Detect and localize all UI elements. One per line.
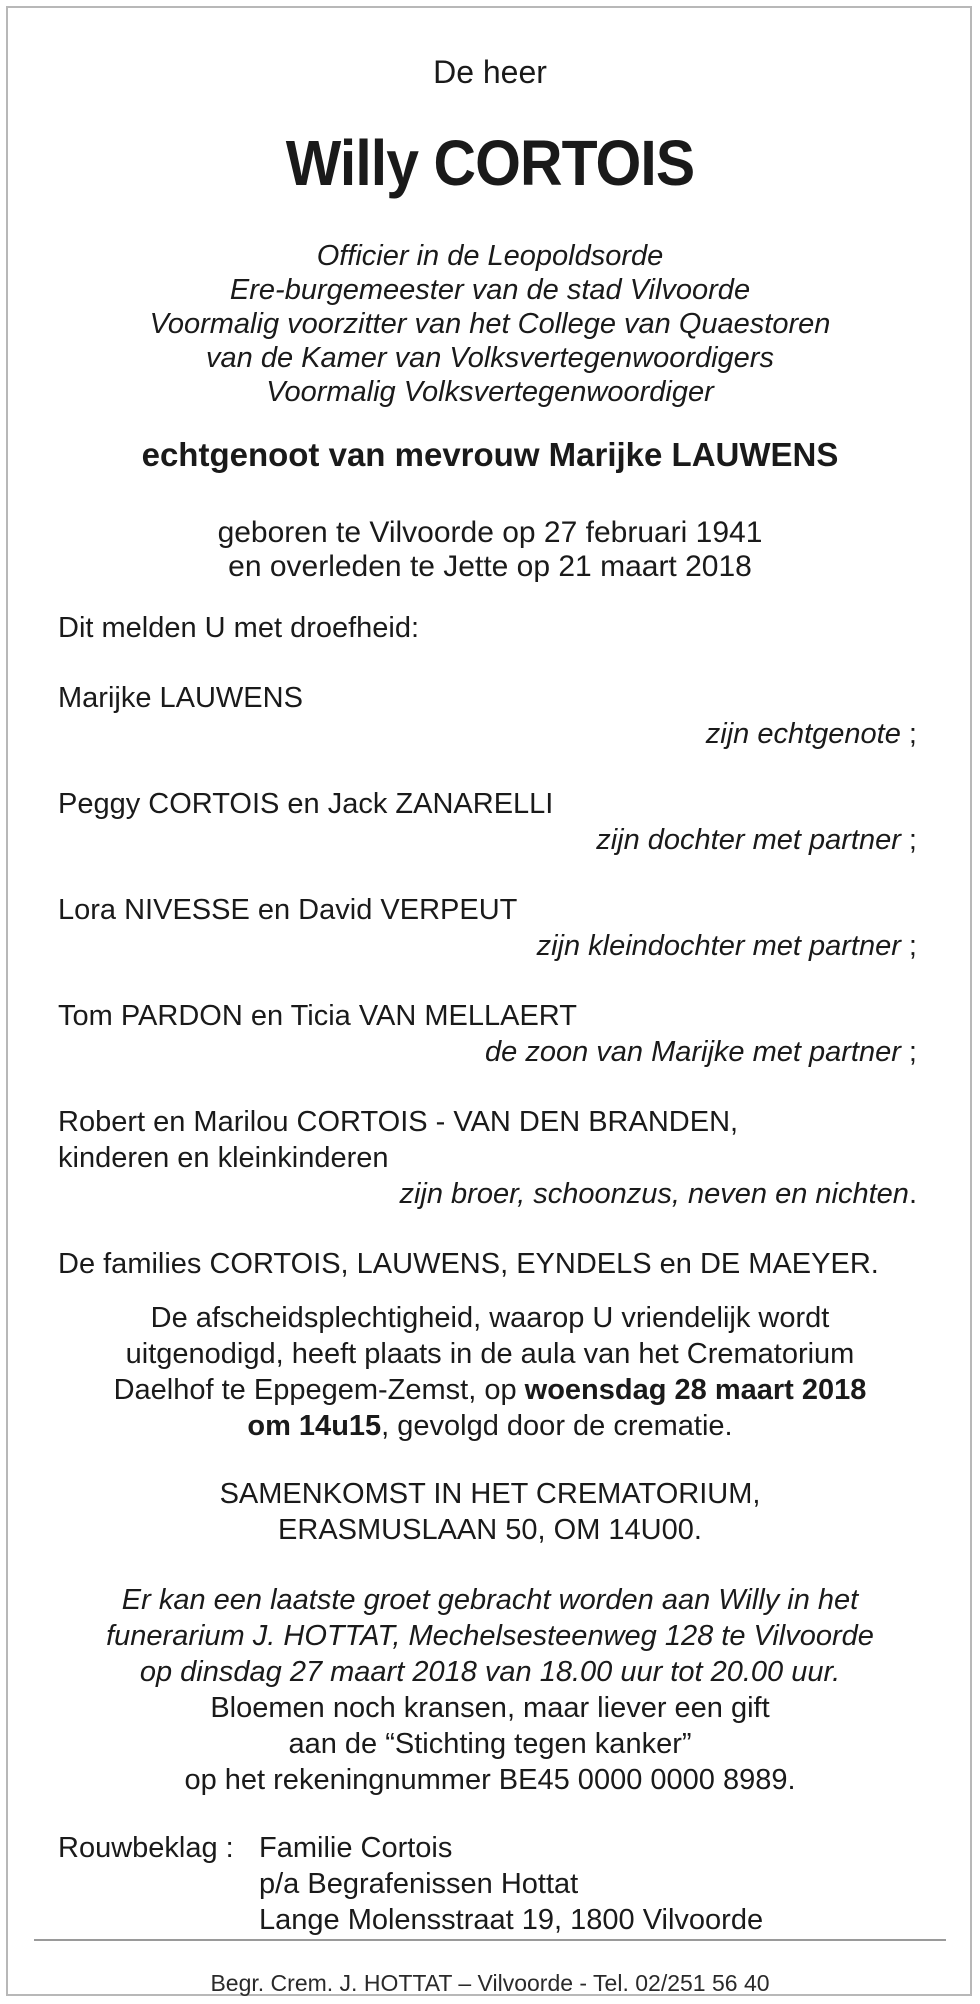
family-relation-1: zijn echtgenote ; <box>705 718 917 750</box>
family-name-5a: Robert en Marilou CORTOIS - VAN DEN BRANDEN, <box>58 1106 739 1138</box>
family-name-4: Tom PARDON en Ticia VAN MELLAERT <box>58 1000 577 1032</box>
salutation: De heer <box>433 54 547 90</box>
gathering-line-2: ERASMUSLAAN 50, OM 14U00. <box>278 1514 702 1546</box>
title-line-2: Ere-burgemeester van de stad Vilvoorde <box>229 274 751 306</box>
spouse-line: echtgenoot van mevrouw Marijke LAUWENS <box>141 436 839 473</box>
donation-line-3: op het rekeningnummer BE45 0000 0000 8989. <box>184 1764 796 1796</box>
donation-line-2: aan de “Stichting tegen kanker” <box>288 1728 692 1760</box>
death-line: en overleden te Jette op 21 maart 2018 <box>228 550 752 583</box>
footer-divider <box>34 1939 946 1941</box>
ceremony-line-4: om 14u15, gevolgd door de crematie. <box>247 1410 733 1442</box>
condolence-line-3: Lange Molensstraat 19, 1800 Vilvoorde <box>259 1904 764 1936</box>
announcement: Dit melden U met droefheid: <box>58 612 420 644</box>
visit-line-3: op dinsdag 27 maart 2018 van 18.00 uur tot 20.00 uur. <box>139 1656 841 1688</box>
visit-line-1: Er kan een laatste groet gebracht worden aan Willy in het <box>121 1584 859 1616</box>
undertaker-footer: Begr. Crem. J. HOTTAT – Vilvoorde - Tel. 02/251 56 40 <box>210 1970 770 1996</box>
condolence-line-1: Familie Cortois <box>259 1832 453 1864</box>
title-line-4: van de Kamer van Volksvertegenwoordigers <box>206 342 774 374</box>
family-name-3: Lora NIVESSE en David VERPEUT <box>58 894 518 926</box>
birth-line: geboren te Vilvoorde op 27 februari 1941 <box>217 516 763 549</box>
gathering-line-1: SAMENKOMST IN HET CREMATORIUM, <box>219 1478 761 1510</box>
title-line-3: Voormalig voorzitter van het College van Quaestoren <box>149 308 831 340</box>
family-relation-3: zijn kleindochter met partner ; <box>536 930 917 962</box>
title-line-1: Officier in de Leopoldsorde <box>316 240 664 272</box>
donation-line-1: Bloemen noch kransen, maar liever een gift <box>210 1692 770 1724</box>
ceremony-line-1: De afscheidsplechtigheid, waarop U vriendelijk wordt <box>150 1302 830 1334</box>
ceremony-line-3: Daelhof te Eppegem-Zemst, op woensdag 28 maart 2018 <box>113 1374 867 1406</box>
title-line-5: Voormalig Volksvertegenwoordiger <box>266 376 714 408</box>
condolence-label: Rouwbeklag : <box>58 1832 234 1864</box>
family-name-2: Peggy CORTOIS en Jack ZANARELLI <box>58 788 554 820</box>
family-relation-2: zijn dochter met partner ; <box>596 824 917 856</box>
condolence-line-2: p/a Begrafenissen Hottat <box>259 1868 579 1900</box>
family-relation-4: de zoon van Marijke met partner ; <box>485 1036 917 1068</box>
ceremony-line-2: uitgenodigd, heeft plaats in de aula van het Crematorium <box>125 1338 855 1370</box>
visit-line-2: funerarium J. HOTTAT, Mechelsesteenweg 128 te Vilvoorde <box>106 1620 874 1652</box>
family-name-5b: kinderen en kleinkinderen <box>58 1142 389 1174</box>
families-line: De families CORTOIS, LAUWENS, EYNDELS en DE MAEYER. <box>58 1248 879 1280</box>
family-name-1: Marijke LAUWENS <box>58 682 303 714</box>
family-relation-5: zijn broer, schoonzus, neven en nichten. <box>399 1178 917 1210</box>
deceased-name: Willy CORTOIS <box>285 127 695 199</box>
